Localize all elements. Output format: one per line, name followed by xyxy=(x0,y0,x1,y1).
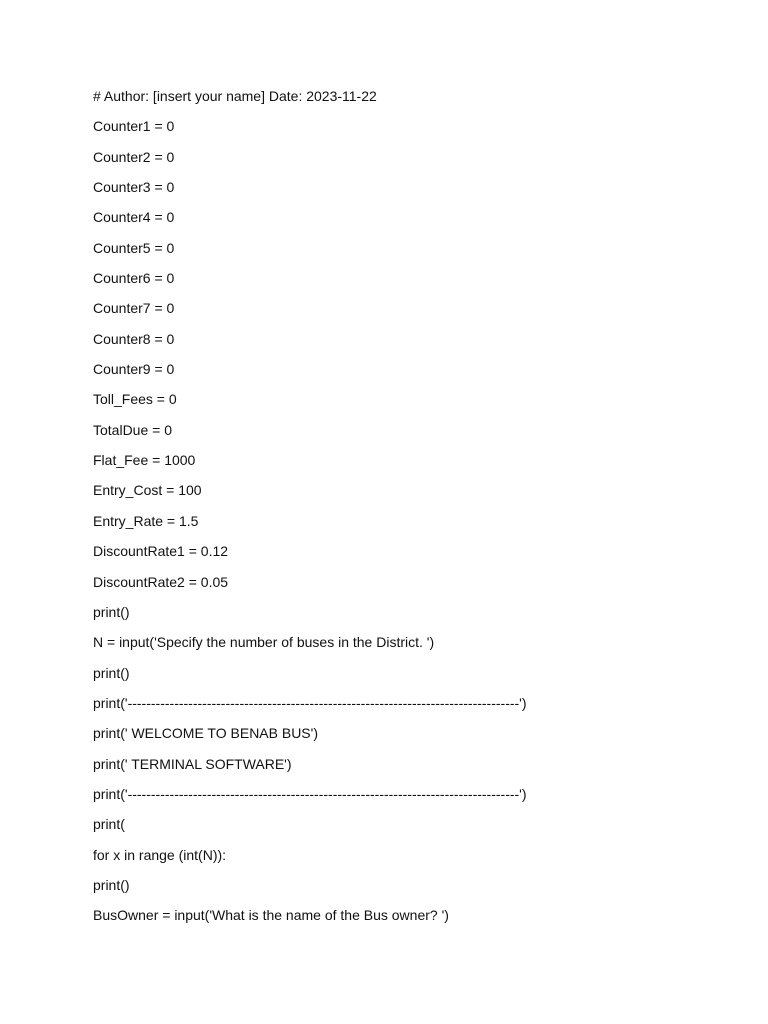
code-line: print('------------------------------------------------------------------------------------') xyxy=(93,785,527,802)
code-line: Counter6 = 0 xyxy=(93,270,175,287)
code-line: Counter5 = 0 xyxy=(93,239,175,256)
code-line: Counter7 = 0 xyxy=(93,300,175,317)
code-line: print('------------------------------------------------------------------------------------') xyxy=(93,694,527,711)
code-line: BusOwner = input('What is the name of the Bus owner? ') xyxy=(93,907,449,924)
code-line: Counter8 = 0 xyxy=(93,330,175,347)
code-line: Entry_Cost = 100 xyxy=(93,482,202,499)
code-line: print(' TERMINAL SOFTWARE') xyxy=(93,755,292,772)
code-line: Counter3 = 0 xyxy=(93,179,175,196)
code-line: Counter4 = 0 xyxy=(93,209,175,226)
code-line: Counter1 = 0 xyxy=(93,118,175,135)
code-line: print( xyxy=(93,816,125,833)
code-line: Counter2 = 0 xyxy=(93,148,175,165)
code-line: for x in range (int(N)): xyxy=(93,846,227,863)
code-line: DiscountRate2 = 0.05 xyxy=(93,573,229,590)
code-line: # Author: [insert your name] Date: 2023-11-22 xyxy=(93,88,377,104)
code-line: TotalDue = 0 xyxy=(93,421,172,438)
code-line: DiscountRate1 = 0.12 xyxy=(93,543,229,560)
code-line: Entry_Rate = 1.5 xyxy=(93,512,199,529)
code-line: N = input('Specify the number of buses in the District. ') xyxy=(93,634,435,651)
code-line: Counter9 = 0 xyxy=(93,361,175,378)
code-line: print() xyxy=(93,876,130,893)
code-line: Toll_Fees = 0 xyxy=(93,391,177,408)
code-line: Flat_Fee = 1000 xyxy=(93,452,196,469)
code-line: print() xyxy=(93,603,130,620)
code-listing xyxy=(93,86,527,936)
code-line: print() xyxy=(93,664,130,681)
code-line: print(' WELCOME TO BENAB BUS') xyxy=(93,725,318,742)
